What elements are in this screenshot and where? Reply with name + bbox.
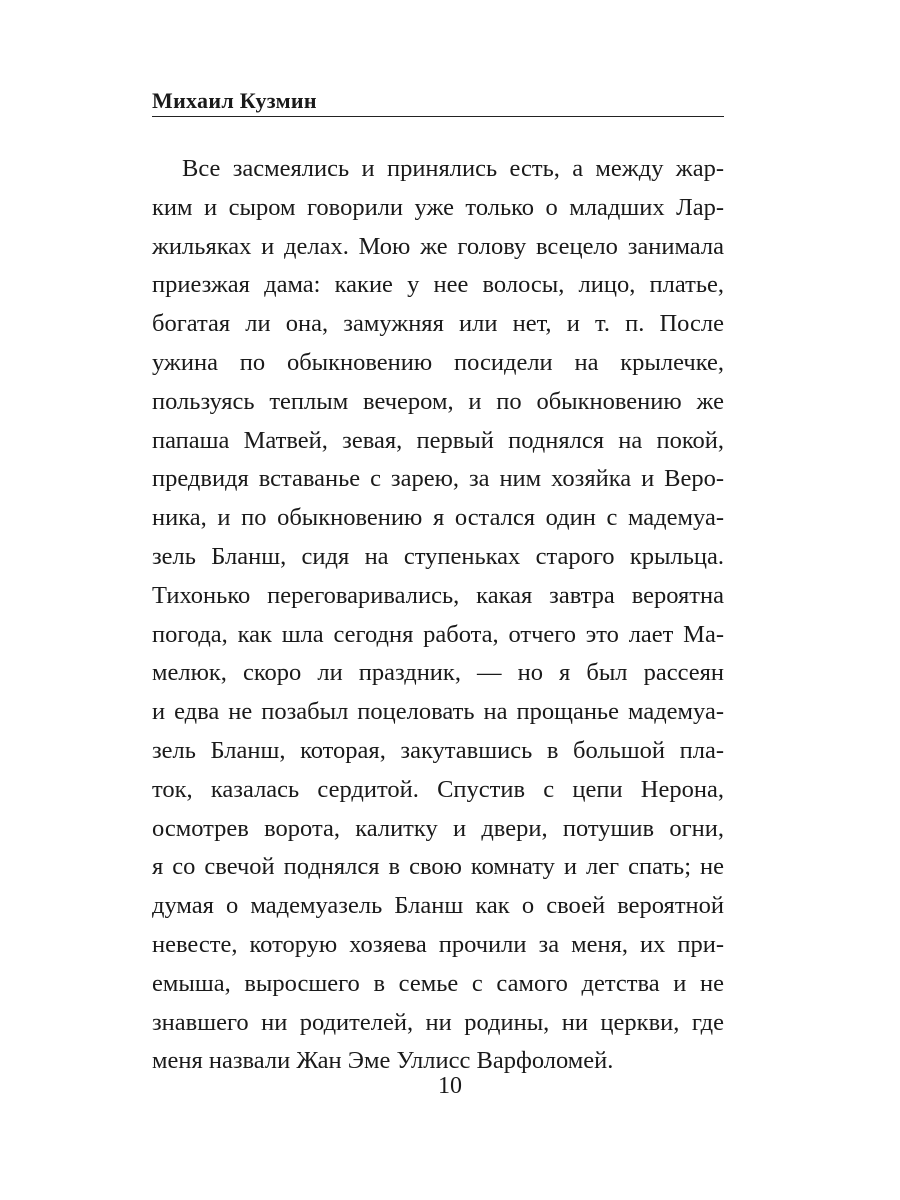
text-line: ток, казалась сердитой. Спустив с цепи Нерона, [152,775,724,803]
text-line-last: меня назвали Жан Эме Уллисс Варфоломей. [152,1047,614,1075]
text-line: приезжая дама: какие у нее волосы, лицо, платье, [152,271,724,299]
text-line: я со свечой поднялся в свою комнату и лег спать; не [152,853,724,881]
text-line: погода, как шла сегодня работа, отчего это лает Ма- [152,620,724,648]
text-line: мелюк, скоро ли праздник, — но я был рассеян [152,659,724,687]
text-line: зель Бланш, сидя на ступеньках старого крыльца. [152,542,724,570]
text-line: предвидя вставанье с зарею, за ним хозяйка и Веро- [152,465,724,493]
text-line: ким и сыром говорили уже только о младших Лар- [152,193,724,221]
text-line: Все засмеялись и принялись есть, а между жар- [182,155,724,182]
text-line: знавшего ни родителей, ни родины, ни церкви, где [152,1008,724,1036]
text-line: жильяках и делах. Мою же голову всецело занимала [152,232,724,260]
text-line: думая о мадемуазель Бланш как о своей вероятной [152,892,724,920]
text-line: Тихонько переговаривались, какая завтра вероятна [152,581,724,609]
text-line: невесте, которую хозяева прочили за меня, их при- [152,930,724,958]
author-name: Михаил Кузмин [152,88,317,113]
body-paragraph [152,150,724,1081]
text-line: ужина по обыкновению посидели на крылечке, [152,348,724,376]
running-header [152,84,724,117]
text-line: ника, и по обыкновению я остался один с мадемуа- [152,504,724,532]
page-number: 10 [438,1073,462,1099]
text-line: осмотрев ворота, калитку и двери, потушив огни, [152,814,724,842]
text-line: папаша Матвей, зевая, первый поднялся на покой, [152,426,724,454]
text-line: зель Бланш, которая, закутавшись в большой пла- [152,736,724,764]
text-line: пользуясь теплым вечером, и по обыкновению же [152,387,724,415]
text-line: емыша, выросшего в семье с самого детства и не [152,969,724,997]
text-line: и едва не позабыл поцеловать на прощанье мадемуа- [152,698,724,726]
text-line: богатая ли она, замужняя или нет, и т. п. После [152,310,724,338]
